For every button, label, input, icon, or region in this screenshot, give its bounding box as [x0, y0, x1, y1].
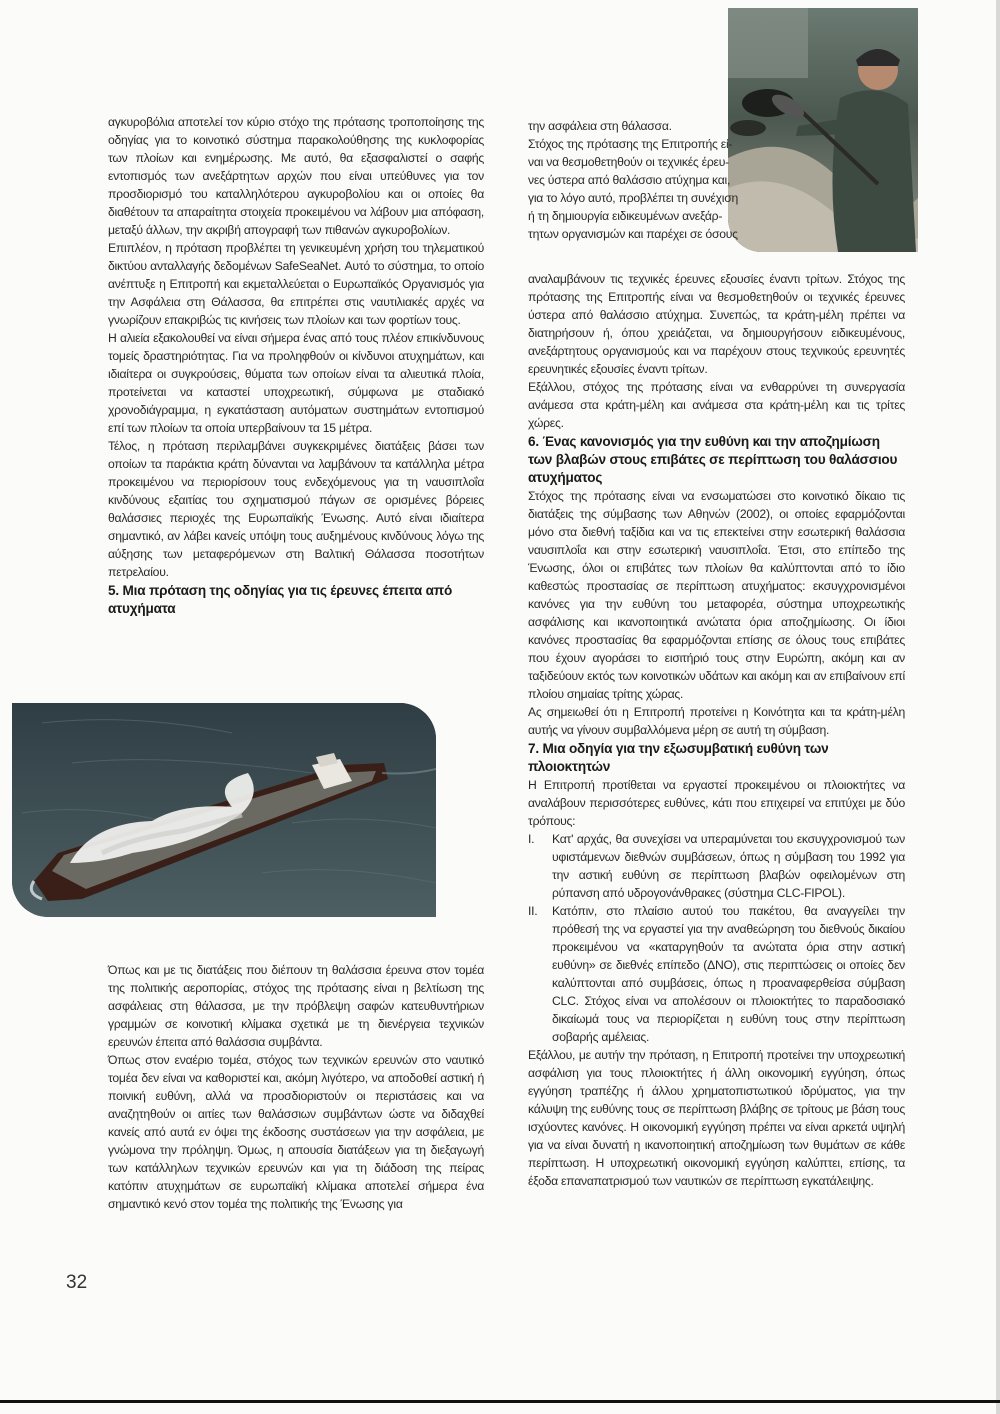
right-column-main: [528, 270, 905, 1190]
list-item-text: Κατ' αρχάς, θα συνεχίσει να υπεραμύνεται του εκσυγχρονισμού των υφιστάμενων διεθνών συμβάσεων, όπως η σύμβαση του 1992 για την αστική ευθύνη σε περίπτωση βλαβών οφειλομένων στη ρύπανση από υδρογονάνθρακες (σύστημα CLC-FIPOL).: [552, 832, 905, 900]
wrap-line: ναι να θεσμοθετηθούν οι τεχνικές έρευ-: [528, 155, 729, 169]
list-item: [528, 902, 905, 1046]
wrap-line: τητων οργανισμών και παρέχει σε όσους: [528, 227, 738, 241]
left-paragraph-3: Η αλιεία εξακολουθεί να είναι σήμερα ένας από τους πλέον επικίνδυνους τομείς δραστηριότητας. Για να προληφθούν οι κίνδυνοι ατυχημάτων, και ιδιαίτερα οι συγκρούσεις, θύματα των οποίων είναι τα αλιευτικά πλοία, προτείνεται να καταστεί υποχρεωτική, σύμφωνα με σταδιακό χρονοδιάγραμμα, η εγκατάσταση αυτόματων συστημάτων εντοπισμού επί των πλοίων τα οποία υπερβαίνουν τα 15 μέτρα.: [108, 331, 484, 435]
left-paragraph-4: Τέλος, η πρόταση περιλαμβάνει συγκεκριμένες διατάξεις βάσει των οποίων τα παράκτια κράτη δύνανται να λαμβάνουν τα κατάλληλα μέτρα προκειμένου να περιορίσουν τους ενδεχόμενους για τη ναυσιπλοΐα κινδύνους εξαιτίας του σχηματισμού πάγων σε ορισμένες βόρειες θαλάσσιες περιοχές της Ευρωπαϊκής Ένωσης. Αυτό είναι ιδιαίτερα σημαντικό, αν λάβει κανείς υπόψη τους αυξημένους κινδύνους λόγω της αύξησης των μεταφερόμενων στη Βαλτική Θάλασσα ποσοτήτων πετρελαίου.: [108, 439, 484, 579]
wrap-line: Στόχος της πρότασης της Επιτροπής εί-: [528, 137, 733, 151]
right-paragraph-5: Η Επιτροπή προτίθεται να εργαστεί προκειμένου οι πλοιοκτήτες να αναλάβουν περισσότερες ευθύνες, κάτι που επιχειρεί να επιτύχει με δύο τρόπους:: [528, 778, 905, 828]
section-6-heading: 6. Ένας κανονισμός για την ευθύνη και την αποζημίωση των βλαβών στους επιβάτες σε περίπτωση του θαλάσσιου ατυχήματος: [528, 434, 898, 485]
right-paragraph-4: Ας σημειωθεί ότι η Επιτροπή προτείνει η Κοινότητα και τα κράτη-μέλη αυτής να γίνουν συμβαλλόμενα μέρη σε αυτή τη σύμβαση.: [528, 705, 905, 737]
list-item-number: I.: [528, 832, 535, 846]
wrap-line: για το λόγο αυτό, προβλέπει τη συνέχιση: [528, 191, 738, 205]
wrap-line: ή τη δημιουργία ειδικευμένων ανεξάρ-: [528, 209, 723, 223]
left-paragraph-1: αγκυροβόλια αποτελεί τον κύριο στόχο της πρότασης τροποποίησης της οδηγίας για το κοινοτικό σύστημα παρακολούθησης της κυκλοφορίας των πλοίων και ενημέρωσης. Με αυτό, θα εξασφαλιστεί ο σαφής εντοπισμός των ανεξάρτητων αρχών που είναι υπεύθυνες για τον προσδιορισμό του καταλληλότερου αγκυροβολίου και οι οποίες θα διαθέτουν τα απαραίτητα στοιχεία προκειμένου να λάβουν μια απόφαση, μεταξύ άλλων, την ακριβή απογραφή των πιθανών αγκυροβολίων.: [108, 115, 484, 237]
list-item-number: II.: [528, 904, 538, 918]
page-number: 32: [66, 1272, 88, 1293]
list-item-text: Κατόπιν, στο πλαίσιο αυτού του πακέτου, θα αναγγείλει την πρόθεσή της να εργαστεί για την αναθεώρηση του διεθνούς δικαίου προκειμένου να «καταργηθούν τα ανώτατα όρια στην αστική ευθύνη» σε διεθνές επίπεδο (ΔΝΟ), στις περιπτώσεις οι οποίες δεν καλύπτονται από συμβάσεις, όπως η προαναφερθείσα σύμβαση CLC. Στόχος είναι να απολέσουν οι πλοιοκτήτες το παραδοσιακό δικαίωμά τους να περιορίζεται η ευθύνη τους στην περίπτωση σοβαρής αμέλειας.: [552, 904, 905, 1044]
scan-edge: [996, 0, 1000, 1414]
ship-photo-svg: [12, 703, 436, 917]
left-column-bottom: [108, 961, 484, 1213]
left-paragraph-2: Επιπλέον, η πρόταση προβλέπει τη γενικευμένη χρήση του τηλεματικού δικτύου ανταλλαγής δεδομένων SafeSeaNet. Αυτό το σύστημα, το οποίο ανέπτυξε η Επιτροπή και εκμεταλλεύεται ο Ευρωπαϊκός Οργανισμός για την Ασφάλεια στη Θάλασσα, θα επιτρέπει στις ναυτιλιακές αρχές να γνωρίζουν επακριβώς τις κινήσεις των πλοίων και των φορτίων τους.: [108, 241, 484, 327]
wrap-line: νες ύστερα από θαλάσσιο ατύχημα και,: [528, 173, 731, 187]
bottom-rule: [0, 1400, 1000, 1403]
left-column-top: [108, 113, 484, 618]
right-paragraph-1: αναλαμβάνουν τις τεχνικές έρευνες εξουσίες έναντι τρίτων. Στόχος της πρότασης της Επιτροπής είναι να θεσμοθετηθούν οι τεχνικές έρευνες ύστερα από θαλάσσιο ατύχημα. Συνεπώς, τα κράτη-μέλη πρέπει να διατηρήσουν ή, όπου χρειάζεται, να δημιουργήσουν ειδικευμένους, ανεξάρτητους οργανισμούς και να παρέχουν στους τεχνικούς ερευνητές ερευνητικές εξουσίες έναντι τρίτων.: [528, 272, 905, 376]
left-paragraph-5: Όπως και με τις διατάξεις που διέπουν τη θαλάσσια έρευνα στον τομέα της πολιτικής αεροπορίας, στόχος της πρότασης είναι η βελτίωση της ασφάλειας στη θάλασσα, με την πρόβλεψη σαφών κατευθυντήριων γραμμών σε κοινοτική κλίμακα σχετικά με τη διενέργεια τεχνικών ερευνών έπειτα από θαλάσσια συμβάντα.: [108, 963, 484, 1049]
right-column-wrap-lines: [528, 117, 905, 243]
right-paragraph-6: Εξάλλου, με αυτήν την πρόταση, η Επιτροπή προτείνει την υποχρεωτική ασφάλιση για τους πλοιοκτήτες ή άλλη οικονομική εγγύηση, όπως εγγύηση τραπέζης ή άλλου χρηματοπιστωτικού ιδρύματος, για την κάλυψη της ευθύνης τους σε περίπτωση βλάβης σε τρίτους με βάση τους ισχύοντες κανόνες. Η οικονομική εγγύηση πρέπει να είναι αρκετά υψηλή για να είναι δυνατή η ικανοποιητική αποζημίωση των θυμάτων σε κάθε περίπτωση. Η υποχρεωτική οικονομική εγγύηση καλύπτει, επίσης, τα έξοδα επαναπατρισμού των ναυτικών σε περίπτωση εγκατάλειψης.: [528, 1048, 905, 1188]
tanker-ship-aerial-photo-icon: [12, 703, 436, 917]
wrap-line: την ασφάλεια στη θάλασσα.: [528, 119, 672, 133]
left-paragraph-6: Όπως στον εναέριο τομέα, στόχος των τεχνικών ερευνών στο ναυτικό τομέα δεν είναι να καθοριστεί και, ακόμη λιγότερο, να αποδοθεί αστική ή ποινική ευθύνη, αλλά να προσδιοριστούν οι περιστάσεις και να αναζητηθούν οι αιτίες των θαλάσσιων συμβάντων ώστε να διδαχθεί κανείς από αυτά εν όψει της έκδοσης συστάσεων για την ασφάλεια, με γνώμονα την πρόληψη. Όμως, η απουσία διατάξεων για τη διεξαγωγή των κατάλληλων τεχνικών ερευνών και για τη διάδοση της πείρας κατόπιν ατυχημάτων σε ευρωπαϊκή κλίμακα αποτελεί σήμερα ένα σημαντικό κενό στον τομέα της πολιτικής της Ένωσης για: [108, 1053, 484, 1211]
section-5-heading: 5. Μια πρόταση της οδηγίας για τις έρευνες έπειτα από ατυχήματα: [108, 583, 453, 616]
right-paragraph-2: Εξάλλου, στόχος της πρότασης είναι να ενθαρρύνει τη συνεργασία ανάμεσα στα κράτη-μέλη και ανάμεσα στα κράτη-μέλη και τις τρίτες χώρες.: [528, 380, 905, 430]
list-item: [528, 830, 905, 902]
section-7-heading: 7. Μια οδηγία για την εξωσυμβατική ευθύνη των πλοιοκτητών: [528, 741, 829, 774]
right-paragraph-3: Στόχος της πρότασης είναι να ενσωματώσει στο κοινοτικό δίκαιο τις διατάξεις της σύμβασης των Αθηνών (2002), οι οποίες εφαρμόζονται μόνο στα διεθνή ταξίδια και να τις επεκτείνει στην εσωτερική θαλάσσια ναυσιπλοΐα και στην εσωτερική ναυσιπλοΐα. Έτσι, στο επίπεδο της Ένωσης, όλοι οι επιβάτες των πλοίων θα καλύπτονται από το ίδιο καθεστώς προστασίας σε περίπτωση ατυχήματος: εκσυγχρονισμένοι κανόνες για την ευθύνη του μεταφορέα, σύστημα υποχρεωτικής ασφάλισης και ικανοποιητικά ανώτατα όρια αποζημίωσης. Οι ίδιοι κανόνες προστασίας θα εφαρμόζονται επίσης σε όλους τους επιβάτες που έχουν αγοράσει το εισιτήριό τους στην Ευρώπη, ακόμη και αν ταξιδεύουν εκτός των κοινοτικών υδάτων και ακόμη και αν επιβαίνουν επί πλοίου σημαίας τρίτης χώρας.: [528, 489, 905, 701]
roman-numeral-list: [528, 830, 905, 1046]
